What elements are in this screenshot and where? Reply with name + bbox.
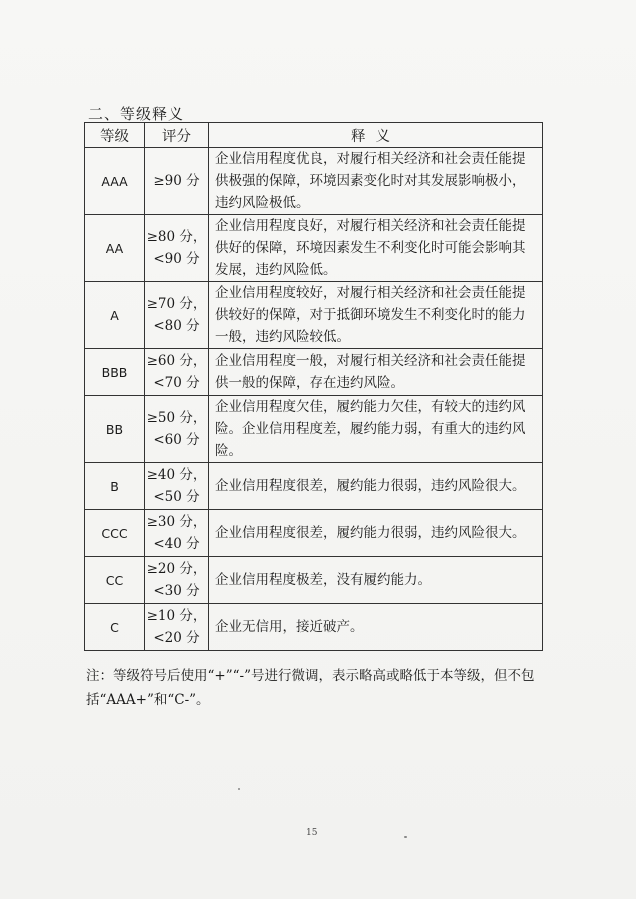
score-line: ≥20 分， [146,561,207,577]
meaning-cell: 企业信用程度优良，对履行相关经济和社会责任能提供极强的保障，环境因素变化时对其发展影响极小，违约风险极低。 [209,148,543,215]
grade-cell: B [85,463,145,510]
page-number: 15 [306,828,318,838]
score-line: <30 分 [153,583,200,599]
score-line: <70 分 [153,375,200,391]
score-cell [145,510,209,557]
header-grade: 等级 [85,123,145,148]
score-line: ≥60 分， [146,353,207,369]
grade-cell: CCC [85,510,145,557]
score-line: <40 分 [153,536,200,552]
grade-cell: AA [85,215,145,282]
meaning-cell: 企业无信用，接近破产。 [209,604,543,651]
table-row [85,148,543,215]
header-score: 评分 [145,123,209,148]
table-body [85,148,543,651]
score-cell [145,215,209,282]
table-header-row [85,123,543,148]
score-cell [145,604,209,651]
score-line: <90 分 [153,251,200,267]
score-line: ≥50 分， [146,410,207,426]
score-cell [145,349,209,396]
table-row [85,282,543,349]
score-line: <60 分 [153,432,200,448]
footnote: 注：等级符号后使用“+”“-”号进行微调，表示略高或略低于本等级，但不包括“AAA+”和“C-”。 [86,668,535,708]
grade-cell: CC [85,557,145,604]
score-cell [145,463,209,510]
grade-cell: BBB [85,349,145,396]
score-line: <50 分 [153,489,200,505]
score-line: ≥40 分， [146,467,207,483]
grade-definition-table [84,122,543,651]
score-line: ≥70 分， [146,296,207,312]
score-cell [145,396,209,463]
grade-cell: C [85,604,145,651]
table-row [85,215,543,282]
section-title: 二、等级释义 [88,105,185,123]
table-row [85,604,543,651]
score-line: ≥90 分 [153,173,200,189]
score-cell [145,282,209,349]
table-row [85,463,543,510]
score-line: <80 分 [153,318,200,334]
table-row [85,557,543,604]
meaning-cell: 企业信用程度欠佳，履约能力欠佳，有较大的违约风险。企业信用程度差，履约能力弱，有重大的违约风险。 [209,396,543,463]
grade-cell: A [85,282,145,349]
grade-cell: BB [85,396,145,463]
meaning-cell: 企业信用程度很差，履约能力很弱，违约风险很大。 [209,510,543,557]
table-row [85,396,543,463]
meaning-cell: 企业信用程度较好，对履行相关经济和社会责任能提供较好的保障，对于抵御环境发生不利变化时的能力一般，违约风险较低。 [209,282,543,349]
score-line: ≥30 分， [146,514,207,530]
meaning-cell: 企业信用程度良好，对履行相关经济和社会责任能提供好的保障，环境因素发生不利变化时可能会影响其发展，违约风险低。 [209,215,543,282]
meaning-cell: 企业信用程度一般，对履行相关经济和社会责任能提供一般的保障，存在违约风险。 [209,349,543,396]
score-line: <20 分 [153,630,200,646]
score-cell [145,557,209,604]
table-row [85,349,543,396]
meaning-cell: 企业信用程度很差，履约能力很弱，违约风险很大。 [209,463,543,510]
score-line: ≥10 分， [146,608,207,624]
score-cell [145,148,209,215]
grade-cell: AAA [85,148,145,215]
meaning-cell: 企业信用程度极差，没有履约能力。 [209,557,543,604]
header-meaning: 释义 [209,123,543,148]
scan-speck [238,788,240,790]
scan-speck [404,836,407,838]
score-line: ≥80 分， [146,229,207,245]
table-row [85,510,543,557]
